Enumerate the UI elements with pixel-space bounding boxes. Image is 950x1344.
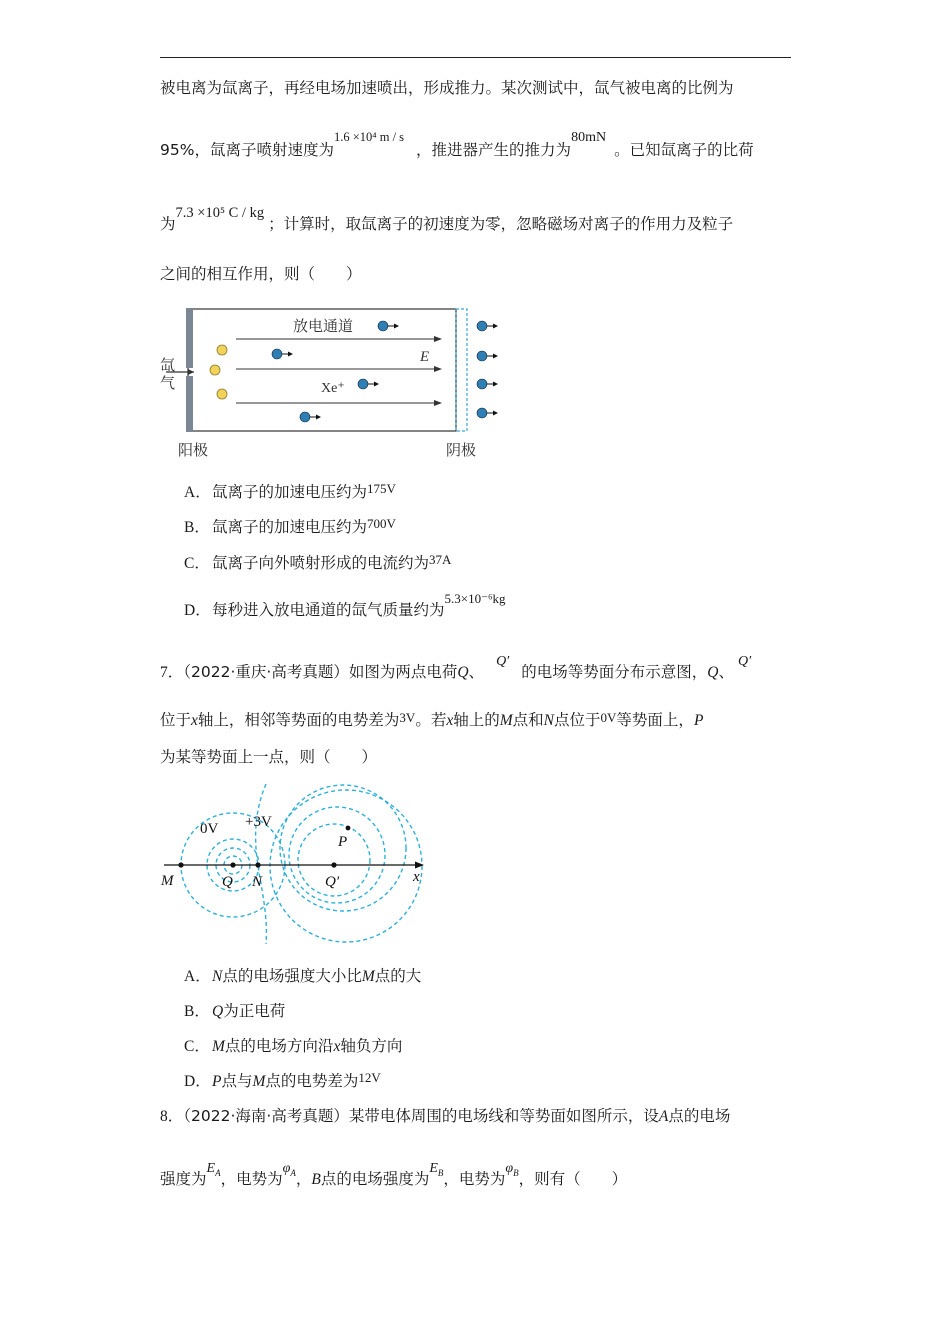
ion-3 <box>358 379 379 389</box>
equipotential-figure <box>158 782 438 948</box>
q6-line-3 <box>160 205 734 235</box>
option-text: 氙离子的加速电压约为 <box>212 518 368 536</box>
ion-speed: 1.6 ×10⁴ m / s <box>333 130 405 144</box>
option-label: A． <box>184 968 211 985</box>
header-rule <box>160 57 791 58</box>
q7-line1-q: Q <box>707 664 719 681</box>
q7-option-c[interactable] <box>184 1036 402 1057</box>
q7-line2-text-b: 轴上，相邻等势面的电势差为 <box>197 711 400 729</box>
point-p <box>346 826 351 831</box>
q8-line1-text-a: 某带电体周围的电场线和等势面如图所示，设 <box>348 1107 659 1125</box>
q7-line1-text-b: 的电场等势面分布示意图， <box>521 663 708 681</box>
thrust-value: 80mN <box>571 130 607 145</box>
q6-option-a[interactable] <box>184 482 396 503</box>
anode-label: 阳极 <box>178 441 209 459</box>
q7-number: 7． <box>160 664 184 681</box>
ejected-ion-1 <box>477 321 498 331</box>
option-text: 点与 <box>221 1072 253 1090</box>
ion-1 <box>378 321 399 331</box>
q8-ea-symbol: E <box>206 1161 216 1176</box>
label-q: Q <box>222 874 233 890</box>
q8-phia <box>283 1161 296 1176</box>
q8-number: 8． <box>160 1108 184 1125</box>
label-m: M <box>161 873 174 889</box>
option-symbol-2: M <box>252 1073 266 1090</box>
q6-line3-text-b: ；计算时，取氙离子的初速度为零，忽略磁场对离子的作用力及粒子 <box>268 215 734 233</box>
q8-line2-text-c: ， <box>295 1170 312 1188</box>
option-text: 点的电场强度大小比 <box>222 967 362 985</box>
q6-line2-text-b: ，推进器产生的推力为 <box>416 141 572 159</box>
point-m <box>178 862 183 867</box>
option-symbol-2: x <box>333 1038 341 1055</box>
point-q <box>230 862 235 867</box>
q8-line-2 <box>160 1161 628 1195</box>
q8-ea <box>207 1161 221 1176</box>
option-text-2: 轴负方向 <box>340 1037 403 1055</box>
q8-line2-text-b: ，电势为 <box>220 1170 283 1188</box>
label-plus-3v: +3V <box>245 814 272 830</box>
option-symbol-2: M <box>361 968 375 985</box>
q6-line1-text: 被电离为氙离子，再经电场加速喷出，形成推力。某次测试中，氙气被电离的比例为 <box>160 79 734 97</box>
channel-label: 放电通道 <box>293 317 354 335</box>
ion-label: Xe⁺ <box>321 381 345 396</box>
option-text-2: 点的电势差为 <box>265 1072 359 1090</box>
anode-plate-top <box>186 308 193 368</box>
option-label: A． <box>184 484 211 501</box>
option-text: 氙离子的加速电压约为 <box>212 483 368 501</box>
q7-potential-diff: 3V <box>399 710 416 725</box>
q7-x-axis: x <box>191 712 198 729</box>
q7-option-b[interactable] <box>184 1001 285 1022</box>
option-text: 为正电荷 <box>223 1002 286 1020</box>
q7-line-1 <box>160 654 752 684</box>
option-value: 175V <box>367 481 396 496</box>
q8-eb-sub: B <box>437 1168 444 1178</box>
q8-phib-symbol: φ <box>505 1161 514 1176</box>
field-arrowhead-3 <box>434 400 442 406</box>
q7-source: （2022·重庆·高考真题） <box>183 663 349 681</box>
option-value: 37A <box>429 552 452 567</box>
q7-charge-q: Q <box>457 664 469 681</box>
q6-line2-text-a: 95%，氙离子喷射速度为 <box>160 141 334 159</box>
option-symbol: Q <box>212 1003 224 1020</box>
q7-sep: 、 <box>468 663 485 681</box>
q7-option-a[interactable] <box>184 966 421 987</box>
label-n: N <box>252 874 263 890</box>
q7-charge-qprime: Q′ <box>496 654 510 669</box>
option-value: 5.3×10⁻⁶kg <box>444 591 506 606</box>
option-text-2: 点的大 <box>374 967 422 985</box>
option-label: C． <box>184 1038 210 1055</box>
field-label: E <box>420 349 430 365</box>
option-text: 点的电场方向沿 <box>224 1037 334 1055</box>
q6-line-1 <box>160 78 734 98</box>
q8-line2-text-e: ，电势为 <box>443 1170 506 1188</box>
q8-ea-sub: A <box>215 1168 221 1178</box>
q7-zero-potential: 0V <box>600 710 617 725</box>
gas-label-2: 气 <box>160 374 176 392</box>
q7-line2-text-f: 点位于 <box>554 711 601 729</box>
option-symbol: M <box>212 1038 225 1055</box>
q7-line2-text-e: 点和 <box>512 711 544 729</box>
ion-2 <box>272 349 293 359</box>
q8-point-a: A <box>658 1108 669 1125</box>
q8-line2-text-f: ，则有（ ） <box>518 1170 628 1188</box>
option-symbol: N <box>212 968 223 985</box>
q6-line-4 <box>160 264 362 284</box>
gas-inlet-arrowhead <box>188 369 194 375</box>
q8-phia-symbol: φ <box>282 1161 291 1176</box>
q8-eb-symbol: E <box>429 1161 438 1176</box>
anode-plate-bottom <box>186 376 193 432</box>
point-qprime <box>331 862 336 867</box>
q8-source: （2022·海南·高考真题） <box>183 1107 349 1125</box>
q6-line2-text-c: 。已知氙离子的比荷 <box>614 141 754 159</box>
q7-point-n: N <box>543 712 555 729</box>
q8-line2-text-d: 点的电场强度为 <box>320 1170 430 1188</box>
label-x: x <box>413 869 420 885</box>
point-n <box>255 862 260 867</box>
neutral-atom-1 <box>217 345 227 355</box>
option-value: 700V <box>367 516 396 531</box>
cathode-grid <box>456 309 467 431</box>
q7-line-2 <box>160 710 703 731</box>
field-arrowhead-1 <box>434 336 442 342</box>
q7-line-3 <box>160 747 377 767</box>
q7-line1-qprime: Q′ <box>737 654 752 669</box>
q8-line1-text-b: 点的电场 <box>668 1107 731 1125</box>
q7-line3-text: 为某等势面上一点，则（ ） <box>160 748 378 766</box>
option-label: D． <box>184 602 211 619</box>
option-label: C． <box>184 555 210 572</box>
gas-label-1: 氙 <box>160 356 176 374</box>
q6-line3-text-a: 为 <box>160 215 176 233</box>
option-text: 氙离子向外喷射形成的电流约为 <box>212 554 430 572</box>
ion-thruster-figure <box>158 300 518 465</box>
q6-line4-text: 之间的相互作用，则（ ） <box>160 265 362 283</box>
q8-phia-sub: A <box>290 1168 296 1178</box>
q6-option-c[interactable] <box>184 553 451 574</box>
option-symbol: P <box>212 1073 222 1090</box>
q7-line1-sep: 、 <box>718 663 734 681</box>
q8-line2-text-a: 强度为 <box>160 1170 207 1188</box>
q8-phib <box>505 1161 518 1176</box>
ejected-ion-2 <box>477 351 498 361</box>
q7-point-p: P <box>693 712 704 729</box>
option-label: B． <box>184 519 210 536</box>
q7-line2-text-a: 位于 <box>160 711 192 729</box>
ejected-ion-4 <box>477 408 498 418</box>
neutral-atom-2 <box>210 365 220 375</box>
q7-line2-text-g: 等势面上， <box>616 711 694 729</box>
q8-point-b: B <box>311 1171 321 1188</box>
field-arrowhead-2 <box>434 366 442 372</box>
q7-line2-text-c: 。若 <box>415 711 447 729</box>
ion-4 <box>300 412 321 422</box>
option-label: D． <box>184 1073 211 1090</box>
q7-x-axis-2: x <box>446 712 454 729</box>
q7-line1-text-a: 如图为两点电荷 <box>348 663 458 681</box>
ejected-ion-3 <box>477 379 498 389</box>
q8-line-1 <box>160 1106 730 1127</box>
option-label: B． <box>184 1003 210 1020</box>
option-text: 每秒进入放电通道的氙气质量约为 <box>212 601 445 619</box>
label-0v: 0V <box>200 821 219 837</box>
q7-line2-text-d: 轴上的 <box>453 711 500 729</box>
neutral-atom-3 <box>217 389 227 399</box>
cathode-label: 阴极 <box>446 441 477 459</box>
option-value: 12V <box>358 1070 381 1085</box>
q7-point-m: M <box>499 712 513 729</box>
q8-eb <box>429 1161 443 1176</box>
q8-phib-sub: B <box>513 1168 519 1178</box>
charge-ratio: 7.3 ×10⁵ C / kg <box>175 205 265 221</box>
label-p: P <box>338 834 348 850</box>
qp-equipotential-4 <box>270 790 422 942</box>
q6-option-b[interactable] <box>184 517 396 538</box>
label-qprime: Q′ <box>325 874 340 890</box>
q7-option-d[interactable] <box>184 1071 381 1092</box>
